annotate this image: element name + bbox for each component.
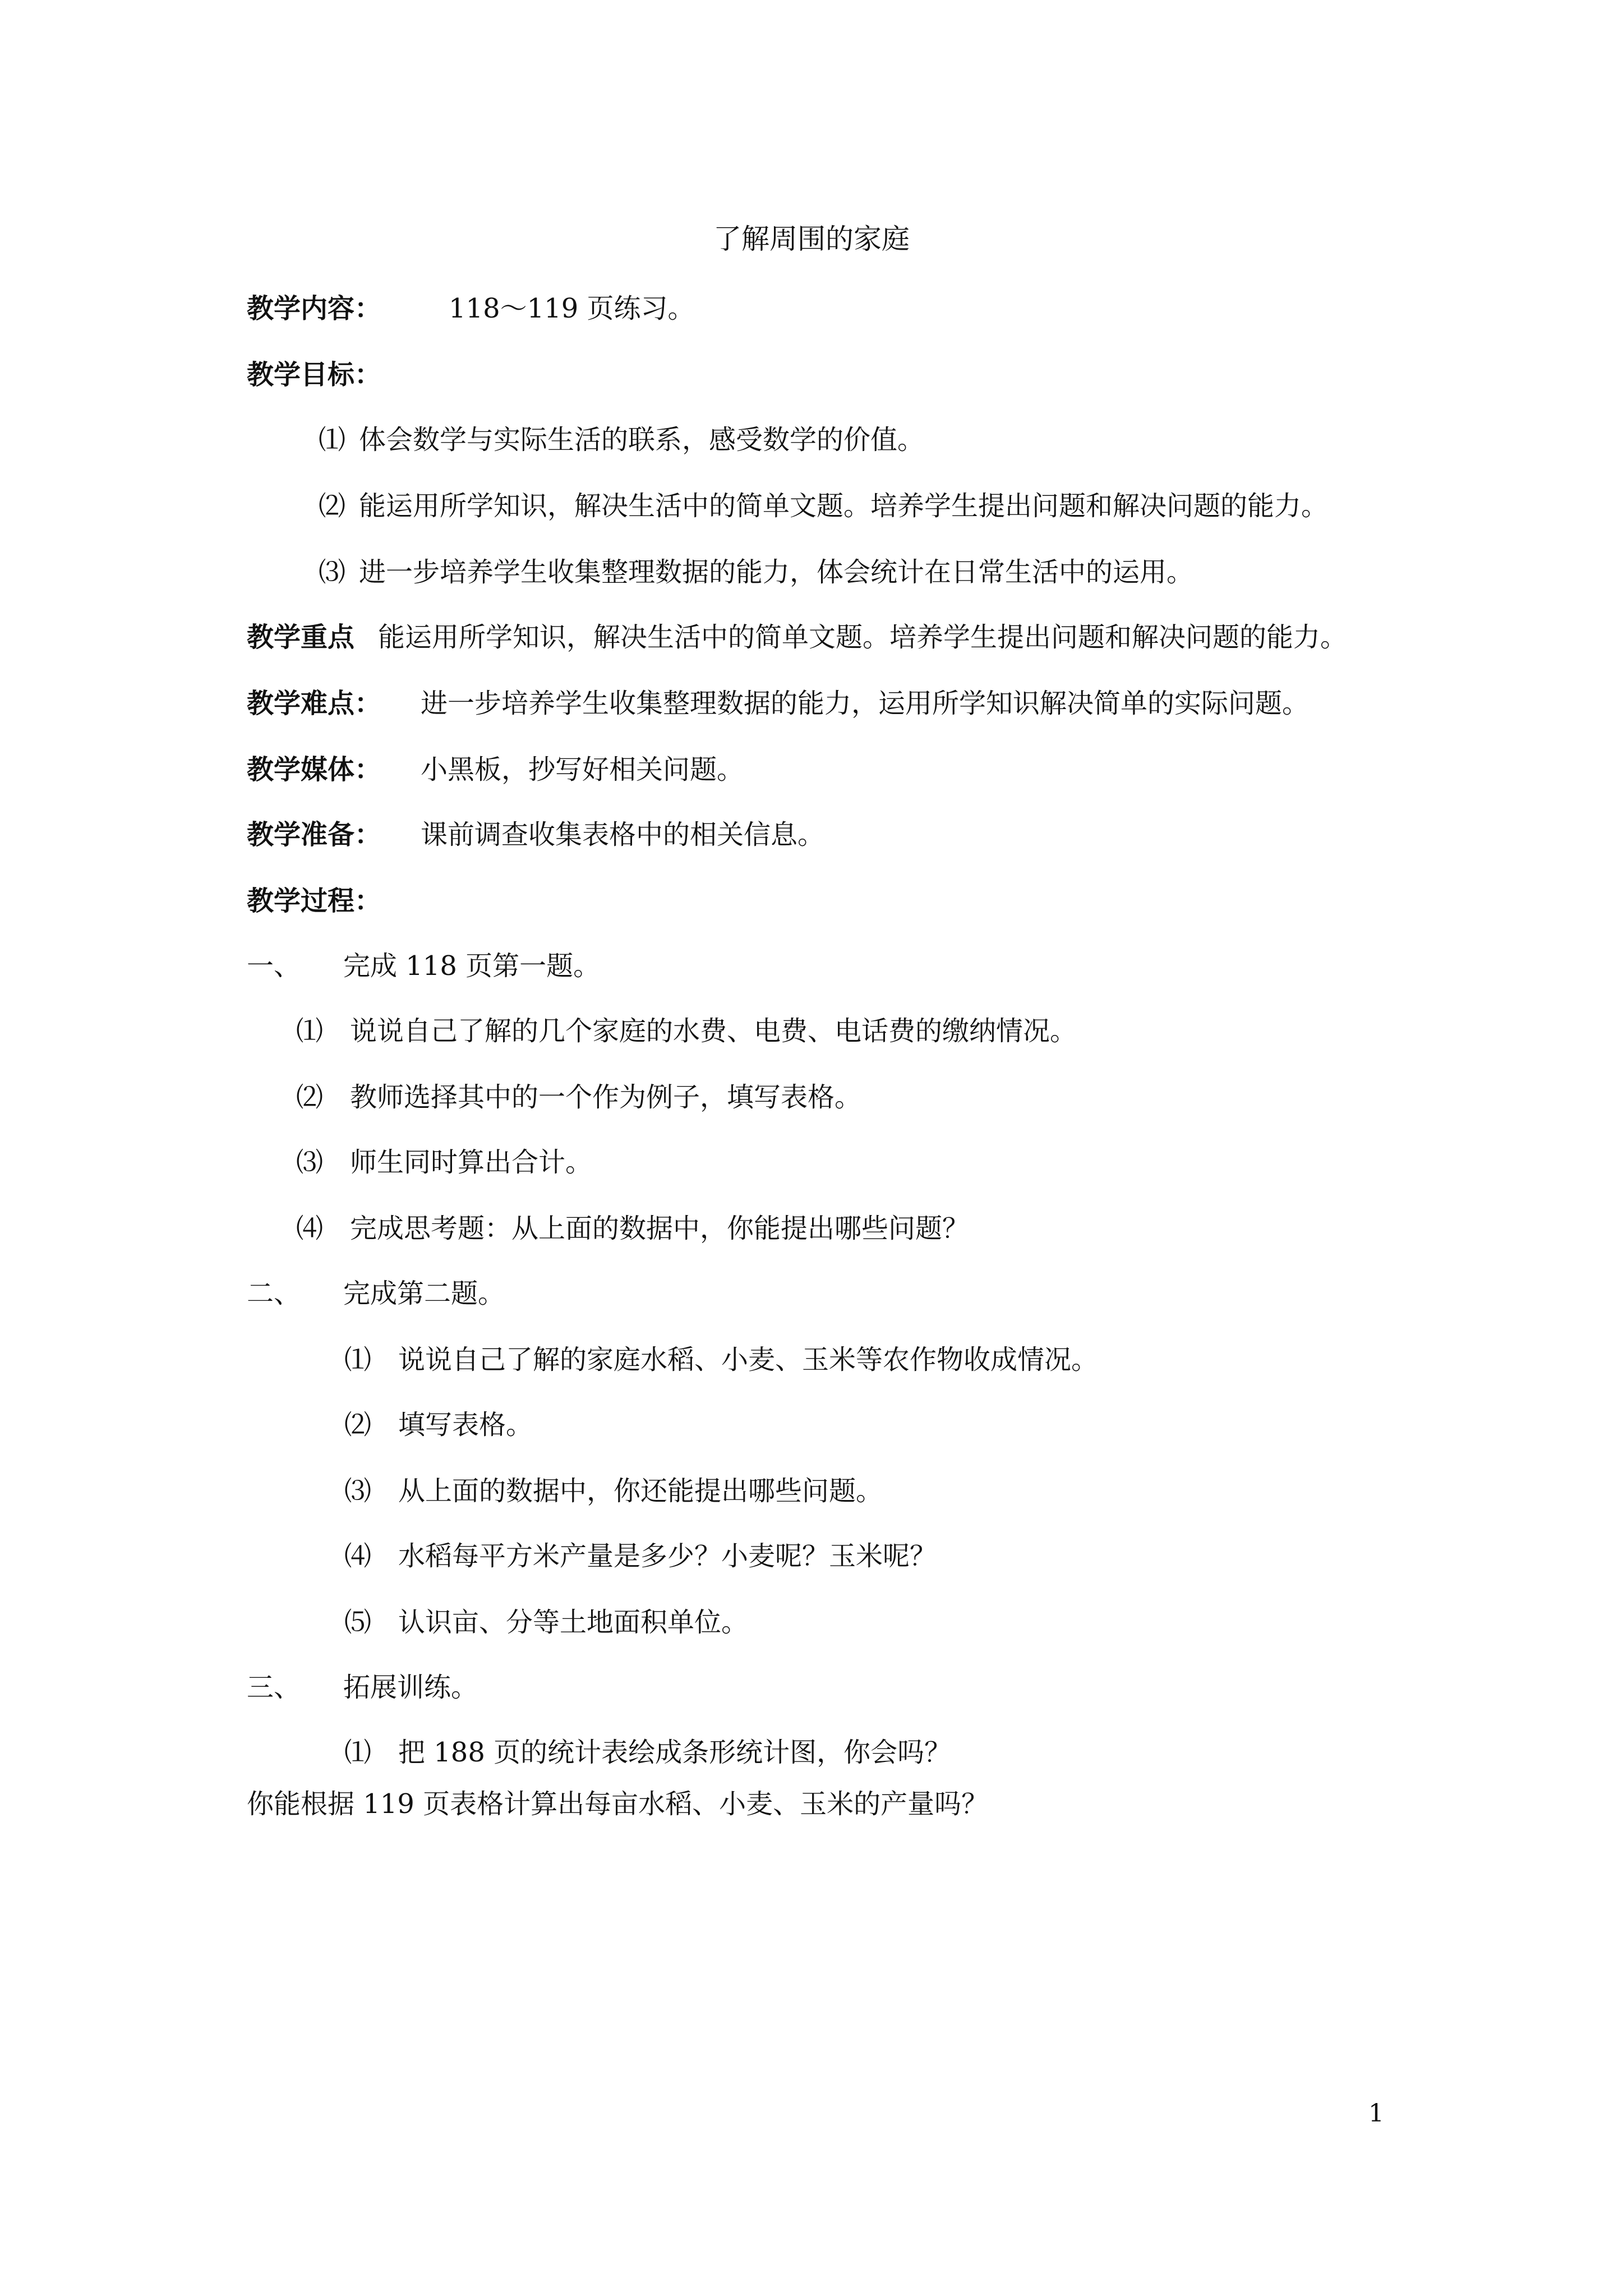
item-text: 说说自己了解的几个家庭的水费、电费、电话费的缴纳情况。	[350, 1015, 1077, 1047]
item-text: 说说自己了解的家庭水稻、小麦、玉米等农作物收成情况。	[398, 1344, 1099, 1375]
content-label: 教学内容：	[247, 293, 382, 324]
content-text: 118～119 页练习。	[449, 293, 695, 324]
closing-line: 你能根据 119 页表格计算出每亩水稻、小麦、玉米的产量吗？	[247, 1788, 989, 1820]
section-text: 拓展训练。	[343, 1672, 478, 1703]
item-number: ⑶	[296, 1147, 324, 1178]
list-item	[296, 1144, 592, 1180]
list-item	[344, 1604, 748, 1640]
page-number: 1	[1368, 2099, 1384, 2128]
list-item	[296, 1013, 1077, 1049]
objective-text: 能运用所学知识，解决生活中的简单文题。培养学生提出问题和解决问题的能力。	[359, 490, 1329, 522]
list-item	[344, 1538, 937, 1574]
item-number: ⑵	[296, 1082, 324, 1113]
item-text: 填写表格。	[398, 1409, 533, 1441]
item-number: ⑷	[344, 1540, 372, 1572]
list-item	[296, 1079, 861, 1115]
objective-item	[319, 554, 1193, 590]
item-text: 认识亩、分等土地面积单位。	[398, 1607, 749, 1638]
objective-text: 体会数学与实际生活的联系，感受数学的价值。	[359, 424, 925, 455]
section-number: 一、	[247, 950, 301, 982]
media-label: 教学媒体：	[247, 754, 382, 785]
list-item	[344, 1342, 1098, 1378]
preparation-label: 教学准备：	[247, 819, 382, 850]
section-heading	[247, 1276, 505, 1312]
item-number: ⑷	[296, 1213, 324, 1244]
objectives-label: 教学目标：	[247, 359, 382, 390]
section-heading	[247, 1669, 478, 1705]
item-number: ⑵	[344, 1409, 372, 1441]
process-label: 教学过程：	[247, 885, 382, 917]
list-item	[344, 1473, 883, 1509]
item-number: ⑴	[296, 1015, 324, 1047]
item-number: ⑸	[344, 1607, 372, 1638]
item-text: 水稻每平方米产量是多少？小麦呢？玉米呢？	[398, 1540, 937, 1572]
item-text: 完成思考题：从上面的数据中，你能提出哪些问题？	[350, 1213, 970, 1244]
item-number: ⑴	[344, 1737, 372, 1768]
difficulty-line	[247, 685, 1309, 721]
list-item	[296, 1211, 969, 1246]
item-number: ⑴	[344, 1344, 372, 1375]
item-number: ⑶	[344, 1475, 372, 1507]
item-text: 师生同时算出合计。	[350, 1147, 593, 1178]
media-line	[247, 752, 744, 788]
difficulty-text: 进一步培养学生收集整理数据的能力，运用所学知识解决简单的实际问题。	[421, 688, 1310, 719]
document-title: 了解周围的家庭	[713, 223, 910, 255]
section-heading	[247, 948, 600, 984]
preparation-text: 课前调查收集表格中的相关信息。	[421, 819, 825, 850]
item-text: 把 188 页的统计表绘成条形统计图，你会吗？	[398, 1737, 952, 1768]
list-item	[344, 1407, 533, 1443]
section-text: 完成 118 页第一题。	[343, 950, 601, 982]
content-line	[247, 291, 695, 326]
section-text: 完成第二题。	[343, 1278, 505, 1309]
objective-item	[319, 488, 1328, 524]
section-number: 三、	[247, 1672, 301, 1703]
objective-number: ⑵	[319, 490, 346, 522]
media-text: 小黑板，抄写好相关问题。	[421, 754, 744, 785]
objective-number: ⑶	[319, 556, 346, 588]
item-text: 教师选择其中的一个作为例子，填写表格。	[350, 1082, 862, 1113]
objective-item	[319, 422, 924, 458]
objective-text: 进一步培养学生收集整理数据的能力，体会统计在日常生活中的运用。	[359, 556, 1194, 588]
preparation-line	[247, 817, 824, 853]
section-number: 二、	[247, 1278, 301, 1309]
item-text: 从上面的数据中，你还能提出哪些问题。	[398, 1475, 883, 1507]
list-item	[344, 1734, 951, 1770]
objective-number: ⑴	[319, 424, 346, 455]
difficulty-label: 教学难点：	[247, 688, 382, 719]
key-point-line	[247, 619, 1347, 655]
key-point-label: 教学重点	[247, 622, 355, 653]
key-point-text: 能运用所学知识，解决生活中的简单文题。培养学生提出问题和解决问题的能力。	[378, 622, 1348, 653]
